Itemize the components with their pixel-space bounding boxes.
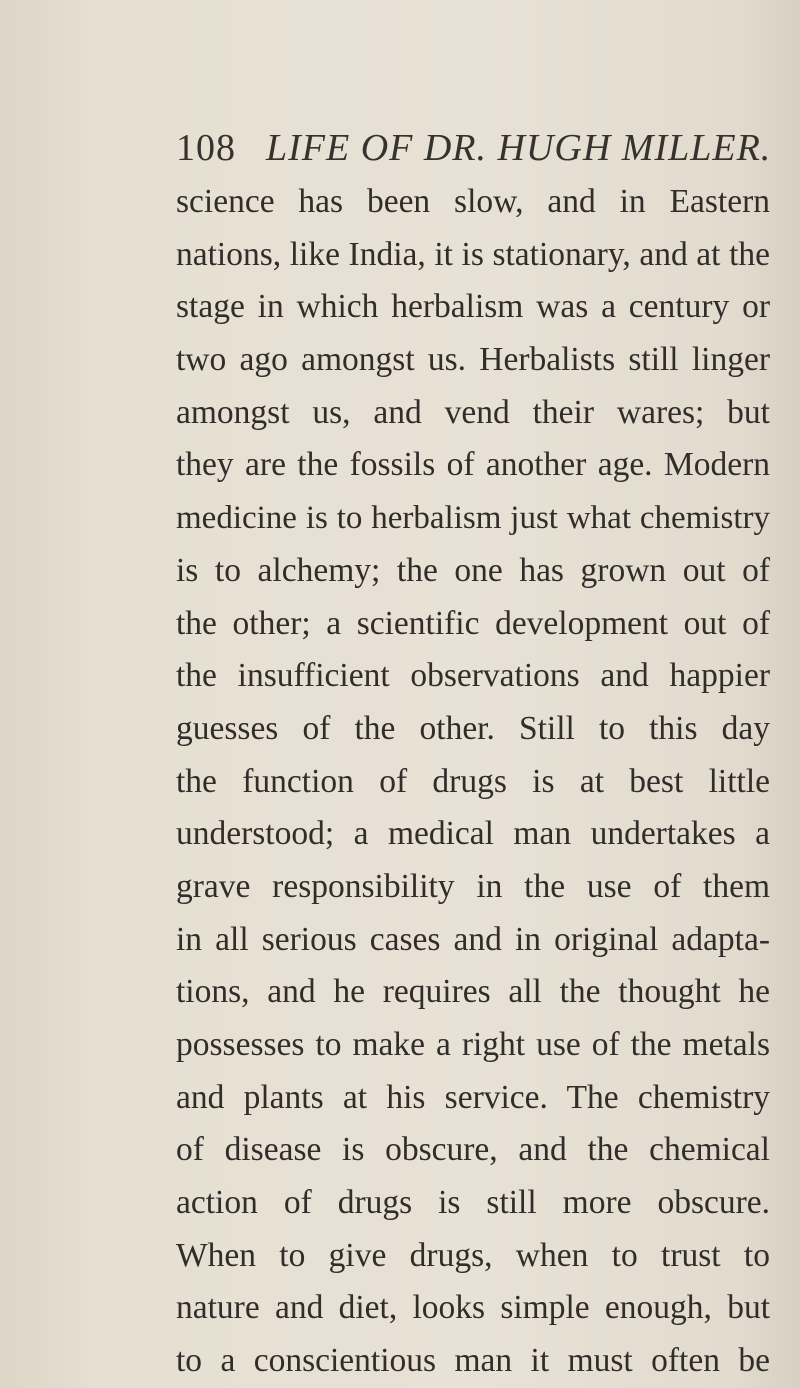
- text-line: nations, like India, it is stationary, and at the: [176, 235, 770, 273]
- text-line: two ago amongst us. Herbalists still linger: [176, 341, 770, 379]
- text-line: is to alchemy; the one has grown out of: [176, 551, 770, 589]
- running-head: [176, 123, 776, 173]
- running-title: LIFE OF DR. HUGH MILLER.: [266, 127, 772, 169]
- text-line: of disease is obscure, and the chemical: [176, 1131, 770, 1169]
- text-line: the other; a scientific development out of: [176, 604, 770, 642]
- text-line: possesses to make a right use of the metals: [176, 1026, 770, 1063]
- text-line: guesses of the other. Still to this day: [176, 709, 770, 747]
- text-line: the function of drugs is at best little: [176, 762, 770, 800]
- text-line: grave responsibility in the use of them: [176, 867, 770, 905]
- text-line: and plants at his service. The chemistry: [176, 1078, 770, 1116]
- text-line: to a conscientious man it must often be: [176, 1342, 770, 1380]
- text-line: stage in which herbalism was a century or: [176, 288, 770, 326]
- text-line: nature and diet, looks simple enough, but: [176, 1289, 770, 1327]
- text-line: the insufficient observations and happier: [176, 657, 770, 695]
- text-line: action of drugs is still more obscure.: [176, 1184, 770, 1222]
- body-text: [176, 176, 770, 1388]
- text-line: medicine is to herbalism just what chemistry: [176, 500, 770, 537]
- page-number: 108: [176, 127, 236, 169]
- text-line: tions, and he requires all the thought he: [176, 973, 770, 1011]
- text-line: they are the fossils of another age. Modern: [176, 446, 770, 484]
- text-line: amongst us, and vend their wares; but: [176, 393, 770, 431]
- text-line: science has been slow, and in Eastern: [176, 183, 770, 220]
- text-line: When to give drugs, when to trust to: [176, 1236, 770, 1274]
- text-line: in all serious cases and in original adapta-: [176, 920, 770, 958]
- text-line: understood; a medical man undertakes a: [176, 815, 770, 853]
